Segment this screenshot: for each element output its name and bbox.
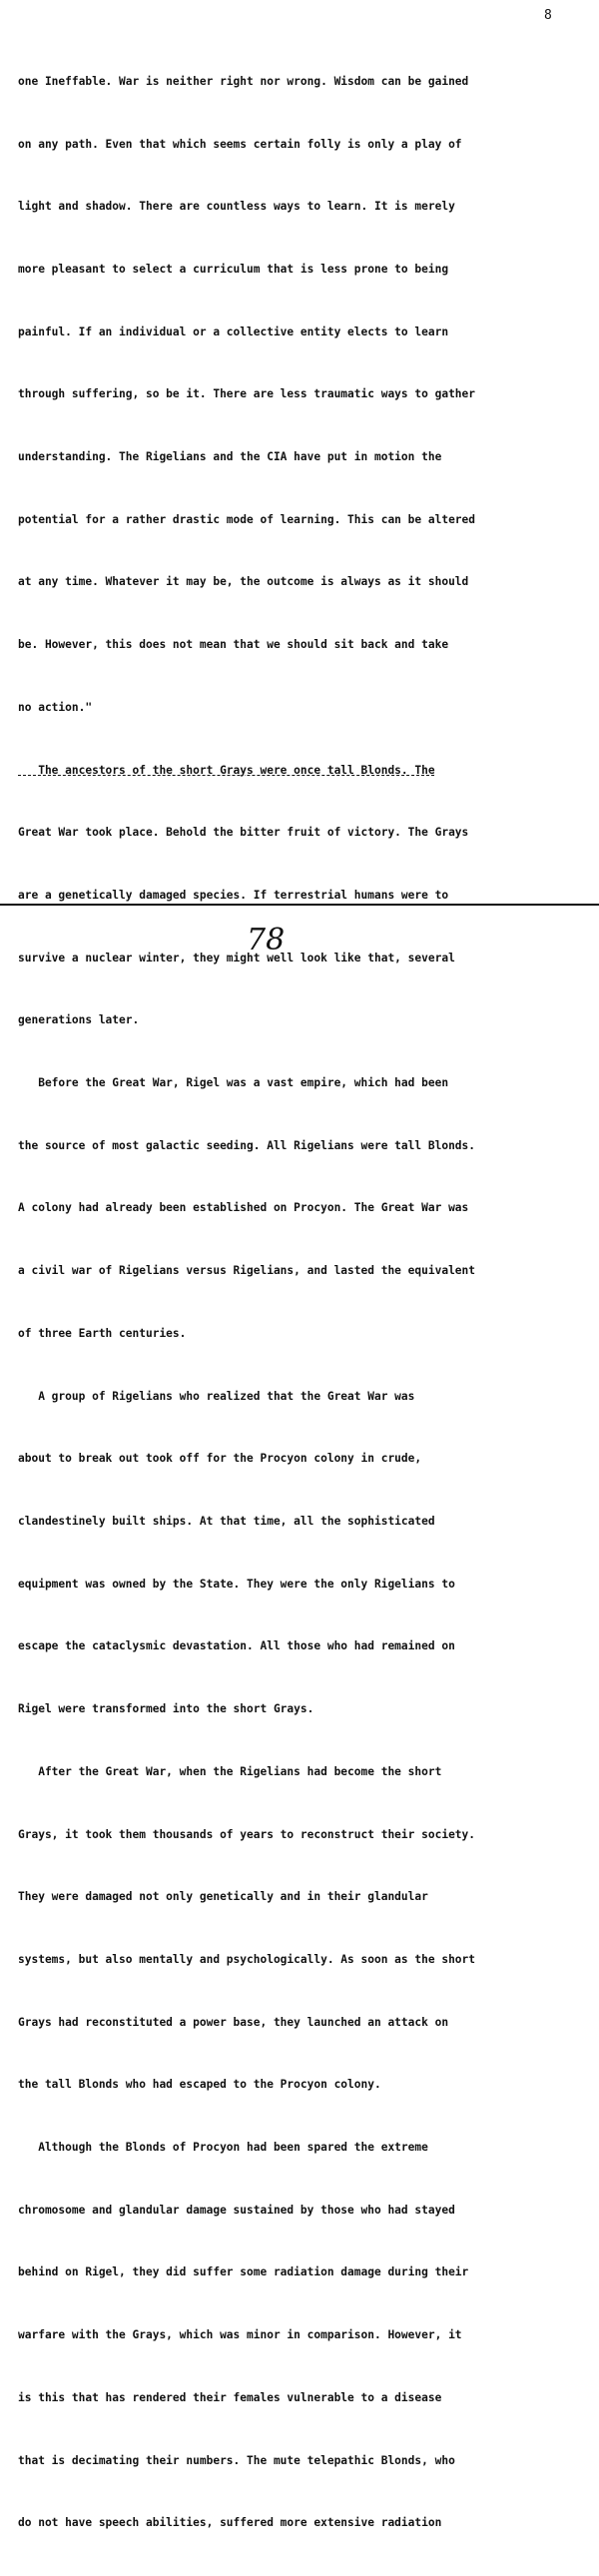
text-line: are a genetically damaged species. If terrestrial humans were to bbox=[18, 888, 449, 902]
text-line: the tall Blonds who had escaped to the Procyon colony. bbox=[18, 2078, 381, 2092]
text-line: no action." bbox=[18, 700, 93, 714]
text-line: light and shadow. There are countless ways to learn. It is merely bbox=[18, 200, 455, 214]
page-divider bbox=[0, 904, 599, 906]
text-line: A group of Rigelians who realized that the Great War was bbox=[18, 1389, 415, 1403]
text-line: that is decimating their numbers. The mute telepathic Blonds, who bbox=[18, 2453, 455, 2467]
text-line: Before the Great War, Rigel was a vast empire, which had been bbox=[18, 1076, 449, 1090]
text-line: behind on Rigel, they did suffer some radiation damage during their bbox=[18, 2265, 469, 2279]
text-line: warfare with the Grays, which was minor in comparison. However, it bbox=[18, 2328, 462, 2342]
text-line: Although the Blonds of Procyon had been spared the extreme bbox=[18, 2141, 428, 2155]
text-line: Great War took place. Behold the bitter fruit of victory. The Grays bbox=[18, 826, 469, 840]
text-line: is this that has rendered their females vulnerable to a disease bbox=[18, 2390, 442, 2404]
text-line: systems, but also mentally and psychologically. As soon as the short bbox=[18, 1952, 476, 1966]
page-number: 8 bbox=[544, 8, 552, 23]
text-line: Rigel were transformed into the short Grays. bbox=[18, 1702, 314, 1716]
text-line: through suffering, so be it. There are less traumatic ways to gather bbox=[18, 387, 476, 401]
text-line-underlined: The ancestors of the short Grays were once tall Blonds. The bbox=[18, 763, 435, 777]
text-line: After the Great War, when the Rigelians had become the short bbox=[18, 1764, 442, 1778]
text-line: Grays had reconstituted a power base, they launched an attack on bbox=[18, 2015, 449, 2029]
text-line: clandestinely built ships. At that time, all the sophisticated bbox=[18, 1514, 435, 1528]
text-line: escape the cataclysmic devastation. All those who had remained on bbox=[18, 1639, 455, 1653]
text-line: about to break out took off for the Procyon colony in crude, bbox=[18, 1452, 422, 1466]
text-line: painful. If an individual or a collective entity elects to learn bbox=[18, 324, 449, 338]
archive-number: 78 bbox=[247, 923, 286, 958]
text-line: at any time. Whatever it may be, the outcome is always as it should bbox=[18, 575, 469, 589]
text-line: one Ineffable. War is neither right nor wrong. Wisdom can be gained bbox=[18, 74, 469, 88]
text-line: on any path. Even that which seems certain folly is only a play of bbox=[18, 137, 462, 151]
text-line: be. However, this does not mean that we should sit back and take bbox=[18, 638, 449, 652]
body-text bbox=[18, 30, 589, 2576]
text-line: survive a nuclear winter, they might well look like that, several bbox=[18, 951, 455, 965]
text-line: understanding. The Rigelians and the CIA have put in motion the bbox=[18, 450, 442, 464]
text-line: of three Earth centuries. bbox=[18, 1326, 187, 1340]
text-line: Grays, it took them thousands of years to reconstruct their society. bbox=[18, 1827, 476, 1841]
text-line: generations later. bbox=[18, 1013, 140, 1027]
text-line: equipment was owned by the State. They were the only Rigelians to bbox=[18, 1577, 455, 1591]
text-line: a civil war of Rigelians versus Rigelians, and lasted the equivalent bbox=[18, 1264, 476, 1278]
text-line: chromosome and glandular damage sustained by those who had stayed bbox=[18, 2203, 455, 2217]
text-line: A colony had already been established on Procyon. The Great War was bbox=[18, 1201, 469, 1215]
text-line: more pleasant to select a curriculum that is less prone to being bbox=[18, 262, 449, 276]
text-line: do not have speech abilities, suffered more extensive radiation bbox=[18, 2516, 442, 2530]
text-line: They were damaged not only genetically and in their glandular bbox=[18, 1890, 428, 1904]
text-line: the source of most galactic seeding. All Rigelians were tall Blonds. bbox=[18, 1138, 476, 1152]
text-line: potential for a rather drastic mode of learning. This can be altered bbox=[18, 512, 476, 526]
